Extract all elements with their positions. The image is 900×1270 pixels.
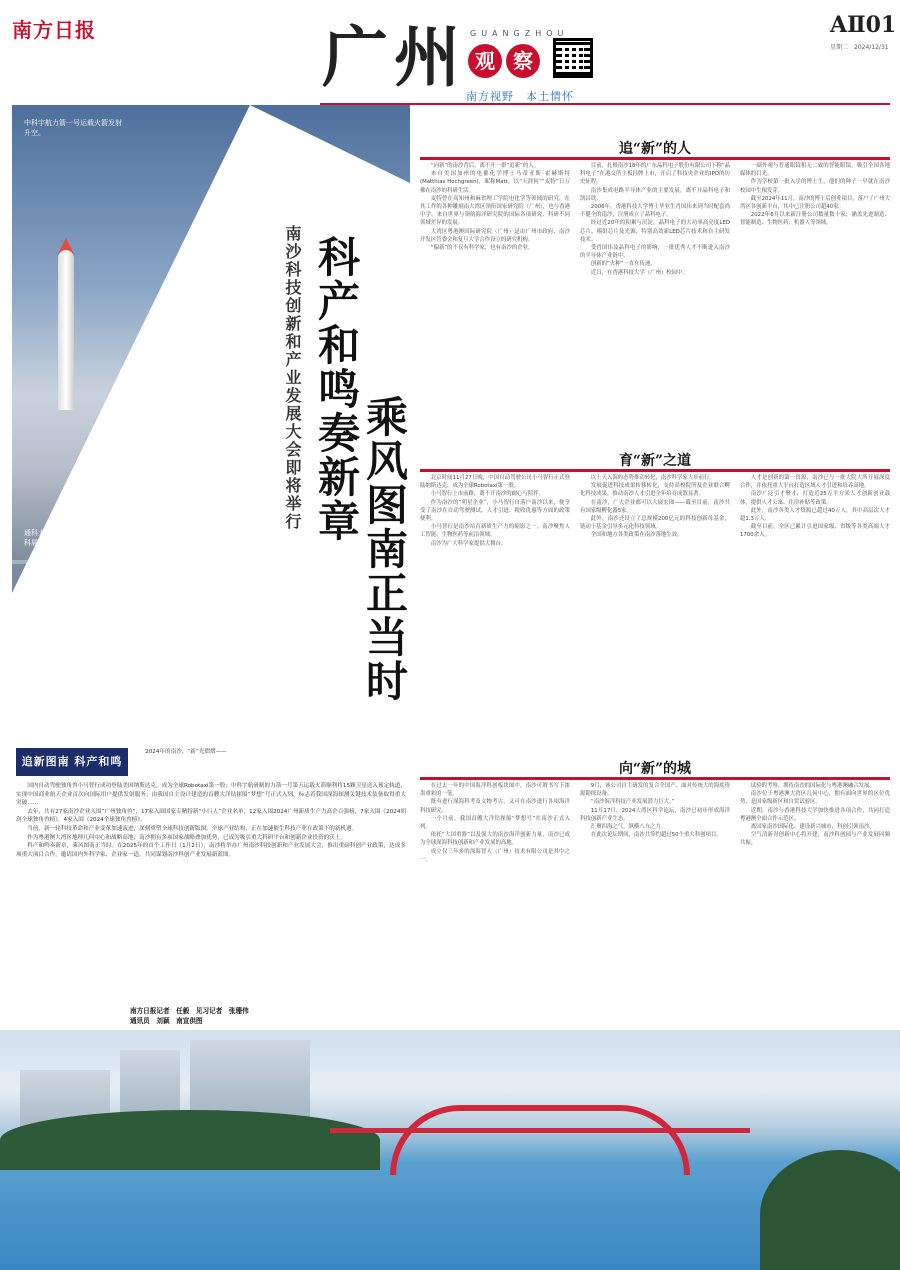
headline-subtitle: 南沙科技创新和产业发展大会即将举行	[283, 225, 302, 531]
green-shore	[0, 1110, 380, 1170]
headline-line-2: 乘风图南正当时	[360, 395, 409, 703]
section-title-city: 向“新”的城	[618, 761, 692, 777]
headline-line-1: 科产和鸣奏新章	[312, 235, 361, 543]
article-column: 人才是创新的第一资源，南沙已与一批大院大所开展深度合作，并依托重大平台打造区域人才引进和培养高地。 南沙广泛引才聚才，打造近25万平方米人才创新创业载体，提供人才公寓、住房补贴等政策。 此外，南沙各类人才资源已超过40万人，其中高层次人才超1.3万人。 截至目前，全区已累计引进国家级、省级等各类高端人才1700余人。	[740, 475, 890, 539]
column-char-1: 观	[468, 44, 502, 78]
article-column: 目前，扎根南沙18年的广东晶科电子股份有限公司下称“晶科电子”在港交所主板挂牌上市，开启了科技央企业的IPO的历史征程。 南沙集成电路半导体产业的主要发展，离不开晶科电子和凯昌铁。 2006年，香港科技大学博士毕业生肖国伟来到当时配套尚不健全的南沙，注册成立了晶科电子。 经过近20年的积累与沉淀，晶科电子的大功率高亮度LED芯片、模组芯片及光源，特别高效新LED芯片技术和自主研发技术。 受肖国伟及晶科电子的影响，一批优秀人才不断进入南沙的半导体产业链中。 创新的“火种”一直在传递。 近日，在香港科技大学（广州）校园中。	[580, 163, 730, 276]
newspaper-masthead[interactable]: 南方日报	[12, 18, 96, 42]
section-title-nurture: 育“新”之道	[618, 453, 692, 469]
section-divider	[420, 469, 890, 472]
section-title-people: 追“新”的人	[618, 141, 692, 157]
intro-lead: 2024年的南沙，“新”光熠熠——	[145, 749, 227, 755]
column-char-2: 察	[506, 44, 540, 78]
section-divider	[420, 777, 890, 780]
article-column: “向新”的南沙背后，离不开一群“追新”的人。 来自美国加州的电催化学博士马蒂亚斯·霍赫斯特(Matthias Hochgreen)，昵称Matt，以“天涯何”“麦特”日万佛在南沙的科研生活。 麦特曾在高知州和麻省理工学院电化学等领域的研究，在其工作的各种雕刻南大湾区领衔国家研究院（广州），也与香港中学，来自世界与领航海洋研究院的国际各项研究、科研不同领域差异的发展。 大湾区粤港澳国际研究院（广州）是由广州市政府、南沙开发区管委会和复旦大学合作设立的研究机构。 “偏新”的不仅有科学家，也有南沙的企业。	[420, 163, 570, 252]
red-arch-bridge	[390, 1105, 690, 1175]
intro-body: 国内自动驾驶独角兽小马智行成功登陆美国纳斯达克，成为全球Robotaxi第一股；中科宇航研制的力箭一号第五运载火箭顺利将15颗卫星送入预定轨道，实现中国商业航天企业首次向国际用户提供发射服务；由我国自主设计建造的首艘大洋钻探船“梦想”号正式入列，标志着我国深海探测关键技术装备取得重大突破…… 去年，共有27家南沙企业入围“广州独角兽”，17家入围国家专精特新“小巨人”企业名单，12家入围2024广州新质生产力高企百强榜，7家入围《2024胡润全球独角兽榜》，4家入围《2024全球独角兽榜》。 当前，新一轮科技革命和产业变革加速演进，深刻重塑全球科技创新版图、全球产业结构，正在加速催生科技产业在政策下的新机遇。 作为粤港澳大湾区地理几何中心和战略高地，南沙拥有多项国家战略叠加优势，已成为吸引重大科研平台和创新企业投资的沃土。 科产和鸣奏新章，乘风图南正当时。在2025年的首个工作日（1月2日），南沙将举办广州南沙科技创新和产业发展大会，推出重磅科创产业政策，达成多项重大项目合作，邀请国内外科学家、企业家一道，共同谋划南沙科创产业发展新蓝图。	[16, 783, 406, 858]
rocket-image	[58, 250, 74, 410]
hero-caption-top: 中科宇航力箭一号运载火箭发射升空。	[24, 119, 122, 137]
page-number: AⅡ01	[830, 12, 897, 38]
article-column: 北京时间11月27日晚，中国自动驾驶公司小马智行正式登陆纳斯达克，成为全球Robotaxi第一股。 小马智行上市前路，离不开南沙的耐心与陪伴。 作为南沙的“明星企业”，小马智行自落户南沙以来，便享受了南沙在自动驾驶测试、人才引进、税收优惠等方面的政策便利。 小马智行是南沙培育新质生产力的缩影之一。南沙聚焦人工智能、生物医药等前沿领域。 南沙为广大科学家提供大舞台。	[420, 475, 570, 547]
section-divider	[420, 157, 890, 160]
edition-title: 广州	[322, 18, 466, 96]
byline: 南方日报记者 任毅 见习记者 张珊伟 通讯员 刘颖 南宣供图	[130, 1007, 249, 1025]
topic-badge: 追新图南 科产和鸣	[16, 748, 128, 776]
article-column: 在过去一年的中国海洋科创板块图中，南沙可谓书写下浓墨重彩的一笔。 既有进行深海科考及文物考古，又可在南沙进行各项海洋科技研究。 一个月前，我国首艘大洋钻探船“梦想号”在南沙正式入列。 依托“大国重器”以及强大的南沙海洋创新力量，南沙已成为全球深海科技创新和产业发展的高地。 成立仅三年多的深海智人（广州）技术有限公司是其中之一。	[420, 783, 570, 863]
bridge-deck	[330, 1128, 750, 1133]
article-column: 9月，该公司自主研发的复合全国产、面对传统大的海底资源勘探设备。 “南沙海洋科技产业发展潜力巨大。” 11月17日，2024大湾区科学论坛，南沙已初步形成海洋科技创新产业生态。 汇聚四海之气，纵横八方之力。 在此次论坛期间，南沙共签约超过50个重大科创项目。	[580, 783, 730, 839]
article-column: 以上天入海的态势推动转化，南沙科学家大步前行。 发展促进科技成果转移转化，支持高校院所及企业联合孵化科技成果，推动南沙人才引进全年培育成效显著。 在南沙，广大企业都可以大展宏图——截至目前，南沙共有国家级孵化器5家。 此外，南沙还设立了总规模200亿元的科技创新母基金，链动于基金引导多元化科技领域。 全国和地方各类政策在南沙落地生效。	[580, 475, 730, 539]
qr-code-icon[interactable]	[553, 38, 593, 78]
article-column: 试验的考察、期待南沙的国际化与粤港澳融合发展。 南沙位于粤港澳大湾区几何中心，拥有面向世界的区位优势，是国家级新区和自贸试验区。 近期，南沙与香港科技大学加快推进各项合作，共同打造粤港澳全面合作示范区。 离国家南沙国际化、建设新兴城市、科创引领南沙。 空气清新青创新中心将开建，南沙科创园与产业发展同频共振。	[740, 783, 890, 847]
edition-slogan: 南方视野 本土情怀	[466, 90, 574, 103]
edition-pinyin: GUANGZHOU	[470, 29, 569, 38]
issue-date: 星期二 2024/12/31	[830, 44, 889, 51]
article-column: 一副外观与普通眼镜相无二致的智能眼镜，吸引全国各地媒体的目光。 作为学校第一批入学的博士生，他们的种子一早就在南沙校园中生根发芽。 截至2024年11月，南沙的博士后创业项目，落户了广州大湾区各创新平台，其中已注册公司超40家。 2022年6月以来新注册公司数量数十家，涵盖先进制造、智能制造、生物医药、机器人等领域。	[740, 163, 890, 227]
hero-caption-mid: 通科大(广州)创科展年华。	[24, 529, 72, 547]
hero-caption-bottom: 梦想号大洋钻探船靠航试动。	[34, 689, 125, 697]
